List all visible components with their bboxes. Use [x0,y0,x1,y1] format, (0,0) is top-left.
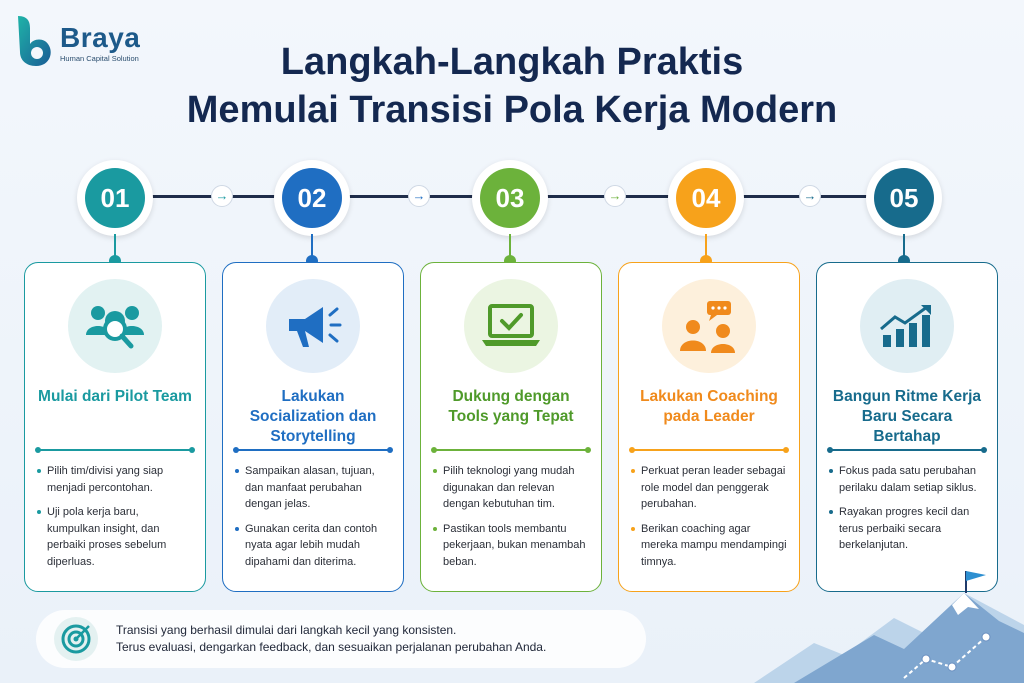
step-4-bullet: Berikan coaching agar mereka mampu mendampingi timnya. [631,521,787,571]
step-4-number: 04 [676,168,736,228]
step-2-badge [274,160,350,236]
team-search-icon [68,279,162,373]
brand-tagline: Human Capital Solution [60,54,139,63]
step-1-divider [37,449,193,451]
step-5-title: Bangun Ritme Kerja Baru Secara Bertahap [832,388,982,445]
step-4-title: Lakukan Coaching pada Leader [640,388,778,425]
step-4-bullet: Perkuat peran leader sebagai role model dan penggerak perubahan. [631,463,787,513]
step-5-bullet: Rayakan progres kecil dan terus perbaiki secara berkelanjutan. [829,504,985,554]
growth-chart-icon [860,279,954,373]
step-3-title: Dukung dengan Tools yang Tepat [448,388,574,425]
step-5-card [816,262,998,592]
laptop-check-icon [464,279,558,373]
step-1-card [24,262,206,592]
title-line-2: Memulai Transisi Pola Kerja Modern [186,89,838,131]
step-1-bullet: Pilih tim/divisi yang siap menjadi percontohan. [37,463,193,496]
arrow-right-icon: → [211,185,233,207]
step-2-card [222,262,404,592]
target-icon [54,617,98,661]
step-1-bullet: Uji pola kerja baru, kumpulkan insight, dan perbaiki proses sebelum diperluas. [37,504,193,570]
step-1-badge [77,160,153,236]
brand-name: Braya [60,22,141,53]
step-5-badge [866,160,942,236]
footer-line-2: Terus evaluasi, dengarkan feedback, dan sesuaikan perjalanan perubahan Anda. [116,640,547,654]
mountain-flag-illustration [754,563,1024,683]
step-2-divider [235,449,391,451]
step-3-divider [433,449,589,451]
step-5-number: 05 [874,168,934,228]
coaching-icon [662,279,756,373]
step-2-bullet: Gunakan cerita dan contoh nyata agar lebih mudah dipahami dan diterima. [235,521,391,571]
step-3-card [420,262,602,592]
arrow-right-icon: → [604,185,626,207]
megaphone-icon [266,279,360,373]
step-1-number: 01 [85,168,145,228]
step-1-title: Mulai dari Pilot Team [38,388,192,405]
step-3-bullet: Pastikan tools membantu pekerjaan, bukan menambah beban. [433,521,589,571]
footer-note [36,610,646,668]
page-title [0,38,1024,134]
arrow-right-icon: → [408,185,430,207]
footer-line-1: Transisi yang berhasil dimulai dari langkah kecil yang konsisten. [116,623,457,637]
step-4-badge [668,160,744,236]
step-3-number: 03 [480,168,540,228]
step-5-divider [829,449,985,451]
title-line-1: Langkah-Langkah Praktis [280,41,744,83]
step-2-title: Lakukan Socialization dan Storytelling [249,388,377,445]
arrow-right-icon: → [799,185,821,207]
step-5-bullet: Fokus pada satu perubahan perilaku dalam setiap siklus. [829,463,985,496]
step-4-card [618,262,800,592]
step-3-bullet: Pilih teknologi yang mudah digunakan dan relevan dengan kebutuhan tim. [433,463,589,513]
step-2-number: 02 [282,168,342,228]
step-4-divider [631,449,787,451]
step-3-badge [472,160,548,236]
step-2-bullet: Sampaikan alasan, tujuan, dan manfaat perubahan dengan jelas. [235,463,391,513]
